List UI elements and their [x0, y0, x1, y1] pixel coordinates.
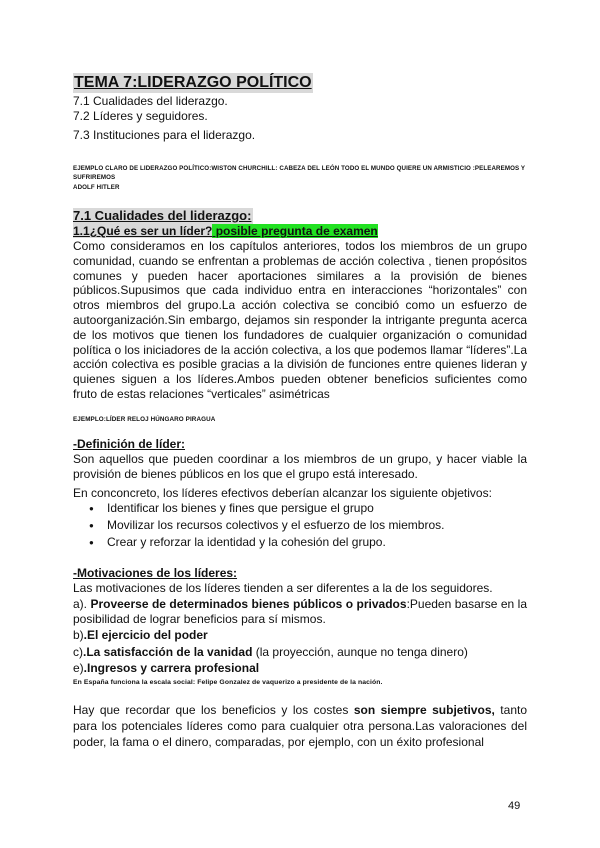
exam-highlight: posible pregunta de examen — [212, 224, 378, 238]
motivation-a-prefix: a). — [73, 597, 91, 611]
toc-item: 7.3 Instituciones para el liderazgo. — [73, 128, 256, 142]
question-heading — [73, 224, 378, 238]
motivation-b-prefix: b) — [73, 628, 84, 642]
list-item: ● Movilizar los recursos colectivos y el esfuerzo de los miembros. — [73, 517, 444, 534]
motivation-a — [73, 597, 527, 627]
section-heading: 7.1 Cualidades del liderazgo: — [73, 208, 252, 223]
question-number: 1.1 — [73, 224, 90, 238]
list-item: ● Crear y reforzar la identidad y la cohesión del grupo. — [73, 534, 444, 551]
motivation-c-prefix: c) — [73, 645, 83, 659]
page-number: 49 — [508, 800, 521, 812]
motivation-a-rest: :Pueden basarse en la posibilidad de lograr beneficios para sí mismos. — [73, 597, 527, 626]
final-pre: Hay que recordar que los beneficios y los costes — [73, 703, 354, 717]
motivations-heading — [73, 566, 237, 580]
motivation-e-prefix: e) — [73, 661, 84, 675]
final-post: tanto para los potenciales líderes como para cualquier otra persona.Las valoraciones del poder, la fama o el dinero, comparadas, por ejemplo, con un éxito profesional — [73, 703, 527, 749]
page-title: TEMA 7:LIDERAZGO POLÍTICO — [74, 74, 312, 91]
final-bold: son siempre subjetivos, — [353, 703, 495, 717]
definition-text: Son aquellos que pueden coordinar a los miembros de un grupo, y hacer viable la provisión de bienes públicos en los que el grupo está interesado. — [73, 452, 527, 481]
objectives-intro: En conconcreto, los líderes efectivos deberían alcanzar los siguiente objetivos: — [73, 486, 492, 500]
list-item: ● Identificar los bienes y fines que persigue el grupo — [73, 500, 444, 517]
toc-item: 7.1 Cualidades del liderazgo. — [73, 94, 228, 108]
motivation-c-rest: (la proyección, aunque no tenga dinero) — [252, 645, 468, 659]
question-text: ¿Qué es ser un líder? — [89, 224, 213, 238]
leader-example-note: EJEMPLO:LÍDER RELOJ HÚNGARO PIRAGUA — [73, 416, 216, 423]
intro-paragraph: Como consideramos en los capítulos anteriores, todos los miembros de un grupo comunidad, cuando se enfrentan a problemas de acción colectiva , tienen propósitos comunes y pueden hacer aportaciones similares a la provisión de bienes públicos.Supusimos que cada individuo entra en interacciones “horizontales” con otros miembros del grupo.La acción colectiva se concibió como un esfuerzo de autoorganización.Sin embargo, dejamos sin responder la intrigante pregunta acerca de los motivos que tienen los fundadores de cualquier organización o comunidad política o los iniciadores de la acción colectiva, a los que podemos llamar “líderes”.La acción colectiva es posible gracias a la división de funciones entre quienes lideran y quienes siguen a los líderes.Ambos pueden obtener beneficios suficientes como fruto de estas relaciones “verticales” asimétricas — [73, 239, 527, 401]
final-paragraph — [73, 702, 527, 750]
example-note-2: ADOLF HITLER — [73, 184, 120, 191]
objectives-list — [73, 500, 444, 551]
motivation-b — [73, 628, 208, 643]
definition-heading — [73, 437, 185, 451]
example-note: EJEMPLO CLARO DE LIDERAZGO POLÍTICO:WISTON CHURCHILL: CABEZA DEL LEÓN TODO EL MUNDO QUIERE UN ARMISTICIO :PELEAREMOS Y SUFRIREMOS — [73, 165, 526, 181]
definition-heading-text: -Definición de líder: — [73, 437, 186, 451]
motivation-c-bold: .La satisfacción de la vanidad — [83, 645, 253, 659]
motivations-intro: Las motivaciones de los líderes tienden a ser diferentes a la de los seguidores. — [73, 581, 493, 595]
toc-item: 7.2 Líderes y seguidores. — [73, 109, 208, 123]
motivation-c — [73, 645, 468, 660]
spain-note: En España funciona la escala social: Felipe Gonzalez de vaquerizo a presidente de la nación. — [73, 679, 383, 686]
motivation-b-bold: .El ejercicio del poder — [83, 628, 208, 642]
motivation-e — [73, 661, 259, 676]
motivation-a-bold: Proveerse de determinados bienes públicos o privados — [90, 597, 407, 611]
motivations-heading-text: -Motivaciones de los líderes: — [73, 566, 238, 580]
motivation-e-bold: .Ingresos y carrera profesional — [83, 661, 260, 675]
